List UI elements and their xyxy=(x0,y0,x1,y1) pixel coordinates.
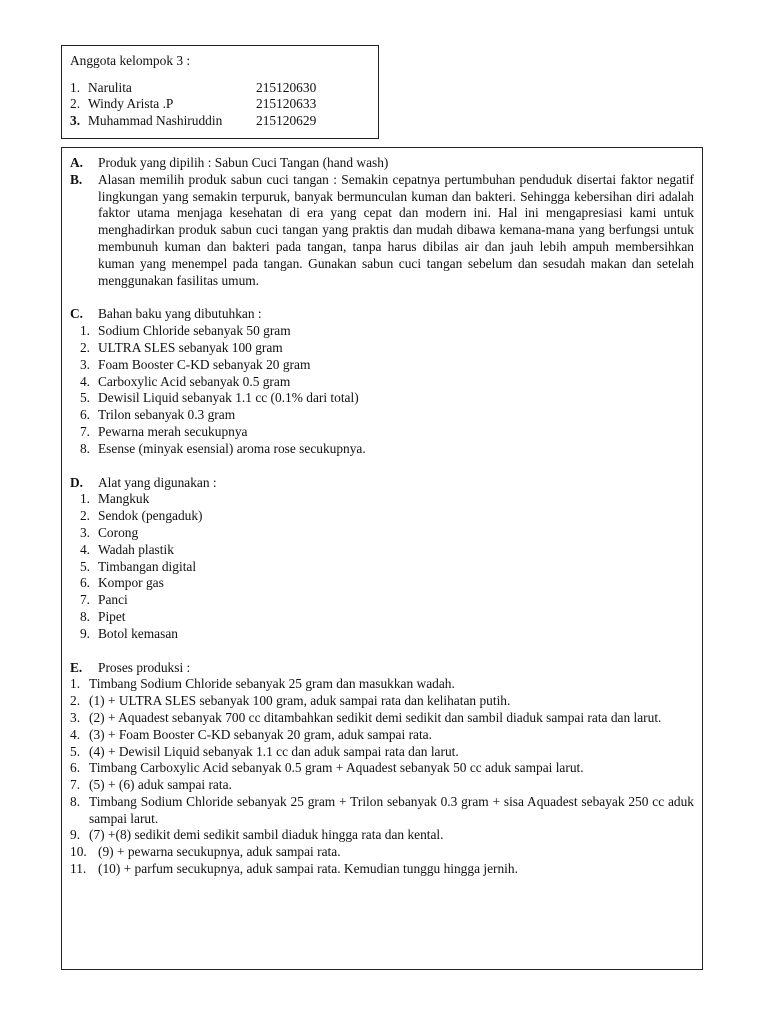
section-b xyxy=(70,172,694,290)
list-item-text: Corong xyxy=(98,524,139,540)
list-item-number: 7. xyxy=(70,777,81,793)
list-item xyxy=(70,390,694,407)
list-item-number: 6. xyxy=(79,575,90,591)
list-item xyxy=(70,323,694,340)
member-name: Narulita xyxy=(88,79,132,95)
list-item-text: (9) + pewarna secukupnya, aduk sampai rata. xyxy=(98,844,341,860)
member-row xyxy=(70,80,370,97)
process-list xyxy=(70,676,694,878)
list-item-number: 6. xyxy=(70,760,81,776)
list-item xyxy=(70,744,694,761)
section-e xyxy=(70,660,694,677)
list-item-number: 2. xyxy=(70,693,81,709)
list-item-text: Timbang Sodium Chloride sebanyak 25 gram + Trilon sebanyak 0.3 gram + sisa Aquadest sebayak 250 cc aduk sampai larut. xyxy=(89,793,694,826)
list-item-number: 8. xyxy=(79,440,90,456)
list-item xyxy=(70,542,694,559)
member-row xyxy=(70,96,370,113)
member-number: 2. xyxy=(70,96,81,112)
section-a xyxy=(70,155,694,172)
list-item-number: 1. xyxy=(79,323,90,339)
list-item-text: (3) + Foam Booster C-KD sebanyak 20 gram, aduk sampai rata. xyxy=(89,726,432,742)
list-item xyxy=(70,727,694,744)
list-item-number: 10. xyxy=(70,844,87,860)
list-item-number: 1. xyxy=(79,491,90,507)
list-item xyxy=(70,491,694,508)
list-item-number: 4. xyxy=(79,541,90,557)
member-id: 215120633 xyxy=(256,96,317,112)
list-item-text: Mangkuk xyxy=(98,491,150,507)
list-item-number: 4. xyxy=(70,726,81,742)
list-item-number: 1. xyxy=(70,676,81,692)
member-name: Muhammad Nashiruddin xyxy=(88,112,223,128)
list-item-text: Botol kemasan xyxy=(98,625,178,641)
list-item xyxy=(70,794,694,828)
list-item xyxy=(70,374,694,391)
list-item-number: 4. xyxy=(79,373,90,389)
members-title: Anggota kelompok 3 : xyxy=(70,53,191,68)
list-item-text: Panci xyxy=(98,592,128,608)
list-item-number: 5. xyxy=(79,558,90,574)
list-item xyxy=(70,592,694,609)
member-number: 1. xyxy=(70,79,81,95)
list-item-number: 6. xyxy=(79,407,90,423)
materials-list xyxy=(70,323,694,457)
list-item xyxy=(70,777,694,794)
list-item-text: Timbangan digital xyxy=(98,558,197,574)
section-b-text: Alasan memilih produk sabun cuci tangan : Semakin cepatnya pertumbuhan penduduk disertai faktor negatif lingkungan yang semakin terpuruk, banyak bermunculan kuman dan bakteri. Sehingga kebersihan diri adalah faktor utama menjaga kesehatan di era yang cepat dan modern ini. Hal ini mengapresiasi kami untuk menghadirkan produk sabun cuci tangan yang praktis dan mudah dibawa kemana-mana yang berfungsi untuk membunuh kuman dan bakteri pada tangan, tanpa harus dibilas air dan jauh lebih ampuh membersihkan kuman yang menempel pada tangan. Gunakan sabun cuci tangan sebelum dan sesudah makan dan setelah menggunakan fasilitas umum. xyxy=(98,171,694,288)
section-e-heading: Proses produksi : xyxy=(98,659,191,675)
list-item xyxy=(70,844,694,861)
list-item xyxy=(70,525,694,542)
list-item-number: 5. xyxy=(79,390,90,406)
member-row xyxy=(70,113,370,130)
section-letter: C. xyxy=(70,306,84,322)
list-item xyxy=(70,609,694,626)
list-item xyxy=(70,861,694,878)
section-d-heading: Alat yang digunakan : xyxy=(98,474,217,490)
list-item-text: (4) + Dewisil Liquid sebanyak 1.1 cc dan aduk sampai rata dan larut. xyxy=(89,743,459,759)
list-item-number: 7. xyxy=(79,592,90,608)
list-item xyxy=(70,676,694,693)
list-item-text: (2) + Aquadest sebanyak 700 cc ditambahkan sedikit demi sedikit dan sambil diaduk sampai rata dan larut. xyxy=(89,709,662,725)
list-item xyxy=(70,424,694,441)
list-item-text: (1) + ULTRA SLES sebanyak 100 gram, aduk sampai rata dan kelihatan putih. xyxy=(89,693,511,709)
member-name: Windy Arista .P xyxy=(88,96,174,112)
tools-list xyxy=(70,491,694,642)
section-c xyxy=(70,306,694,323)
list-item-text: Timbang Carboxylic Acid sebanyak 0.5 gram + Aquadest sebanyak 50 cc aduk sampai larut. xyxy=(89,760,584,776)
member-id: 215120630 xyxy=(256,79,317,95)
list-item-text: (5) + (6) aduk sampai rata. xyxy=(89,777,232,793)
group-members-box xyxy=(61,45,379,139)
document-body-box xyxy=(61,147,703,970)
list-item-number: 3. xyxy=(79,524,90,540)
list-item xyxy=(70,407,694,424)
list-item xyxy=(70,559,694,576)
list-item-number: 9. xyxy=(70,827,81,843)
section-letter: A. xyxy=(70,155,84,170)
list-item-text: Trilon sebanyak 0.3 gram xyxy=(98,407,236,423)
list-item-text: Dewisil Liquid sebanyak 1.1 cc (0.1% dari total) xyxy=(98,390,359,406)
list-item xyxy=(70,693,694,710)
list-item xyxy=(70,441,694,458)
list-item xyxy=(70,340,694,357)
list-item xyxy=(70,575,694,592)
list-item-text: Wadah plastik xyxy=(98,541,174,557)
member-id: 215120629 xyxy=(256,112,317,128)
list-item-text: (7) +(8) sedikit demi sedikit sambil diaduk hingga rata dan kental. xyxy=(89,827,444,843)
list-item-text: Carboxylic Acid sebanyak 0.5 gram xyxy=(98,373,291,389)
list-item-text: Pewarna merah secukupnya xyxy=(98,423,248,439)
list-item-text: Esense (minyak esensial) aroma rose secukupnya. xyxy=(98,440,366,456)
list-item-number: 5. xyxy=(70,743,81,759)
list-item-number: 2. xyxy=(79,339,90,355)
list-item-text: Pipet xyxy=(98,608,126,624)
list-item-number: 11. xyxy=(70,861,87,877)
list-item xyxy=(70,710,694,727)
section-a-text: Produk yang dipilih : Sabun Cuci Tangan (hand wash) xyxy=(98,155,389,170)
section-letter: D. xyxy=(70,474,84,490)
list-item xyxy=(70,626,694,643)
list-item-text: Sodium Chloride sebanyak 50 gram xyxy=(98,323,291,339)
list-item xyxy=(70,357,694,374)
list-item-number: 3. xyxy=(79,356,90,372)
list-item-number: 2. xyxy=(79,508,90,524)
list-item-text: ULTRA SLES sebanyak 100 gram xyxy=(98,339,283,355)
list-item xyxy=(70,508,694,525)
section-letter: B. xyxy=(70,171,83,187)
section-d xyxy=(70,475,694,492)
list-item-number: 7. xyxy=(79,423,90,439)
list-item-number: 3. xyxy=(70,709,81,725)
list-item-number: 8. xyxy=(79,608,90,624)
list-item xyxy=(70,827,694,844)
section-letter: E. xyxy=(70,659,83,675)
list-item-text: Sendok (pengaduk) xyxy=(98,508,203,524)
list-item-number: 8. xyxy=(70,793,81,809)
list-item-text: (10) + parfum secukupnya, aduk sampai rata. Kemudian tunggu hingga jernih. xyxy=(98,861,518,877)
list-item-text: Timbang Sodium Chloride sebanyak 25 gram dan masukkan wadah. xyxy=(89,676,455,692)
list-item xyxy=(70,760,694,777)
list-item-text: Foam Booster C-KD sebanyak 20 gram xyxy=(98,356,311,372)
section-c-heading: Bahan baku yang dibutuhkan : xyxy=(98,306,262,322)
list-item-number: 9. xyxy=(79,625,90,641)
list-item-text: Kompor gas xyxy=(98,575,164,591)
member-number: 3. xyxy=(70,112,81,128)
